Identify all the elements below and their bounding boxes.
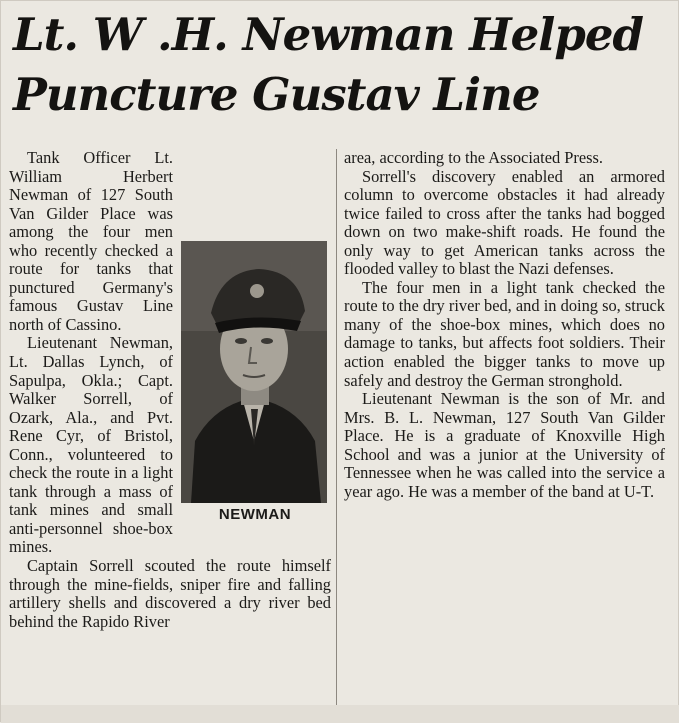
paragraph: The four men in a light tank checked the route to the dry river bed, and in doing so, struck many of the shoe-box mines, which does no damage to tanks, but affects foot soldiers. Their action enabled the bigger tanks to move up safely and destroy the German stronghold. (344, 277, 665, 390)
page-edge (1, 705, 679, 723)
paragraph: Sorrell's discovery enabled an armored column to overcome obstacles it had already twice failed to cross after the tanks had bogged down on two make-shift roads. He found the only way to get American tanks across the flooded valley to blast the Nazi defenses. (344, 166, 665, 279)
article-column-2 (344, 149, 665, 501)
paragraph: Tank Officer Lt. William Herbert Newman of 127 South Van Gilder Place was among the four men who recently checked a route for tanks that punctured Germany's famous Gustav Line north of Cassino. (9, 148, 173, 334)
column-divider (336, 149, 337, 705)
paragraph: Captain Sorrell scouted the route himself through the mine-fields, sniper fire and falling artillery shells and discovered a dry river bed behind the Rapido River (9, 556, 331, 631)
photo-caption: NEWMAN (218, 506, 292, 523)
headline (13, 5, 673, 125)
portrait-illustration (181, 241, 327, 503)
portrait-photo (181, 241, 327, 503)
article-column-1 (9, 149, 331, 631)
headline-line-2: Puncture Gustav Line (13, 68, 540, 121)
headline-line-1: Lt. W .H. Newman Helped (13, 8, 643, 61)
photo-block (179, 227, 331, 525)
paragraph: Lieutenant Newman, Lt. Dallas Lynch, of Sapulpa, Okla.; Capt. Walker Sorrell, of Ozark, Ala., and Pvt. Rene Cyr, of Bristol, Conn., volunteered to check the route in a light tank through a mass of tank mines and small anti-personnel shoe-box mines. (9, 333, 173, 557)
paragraph: area, according to the Associated Press. (344, 148, 603, 167)
paragraph: Lieutenant Newman is the son of Mr. and Mrs. B. L. Newman, 127 South Van Gilder Place. He is a graduate of Knoxville High School and was a junior at the University of Tennessee when he was called into the service a year ago. He was a member of the band at U-T. (344, 389, 665, 501)
